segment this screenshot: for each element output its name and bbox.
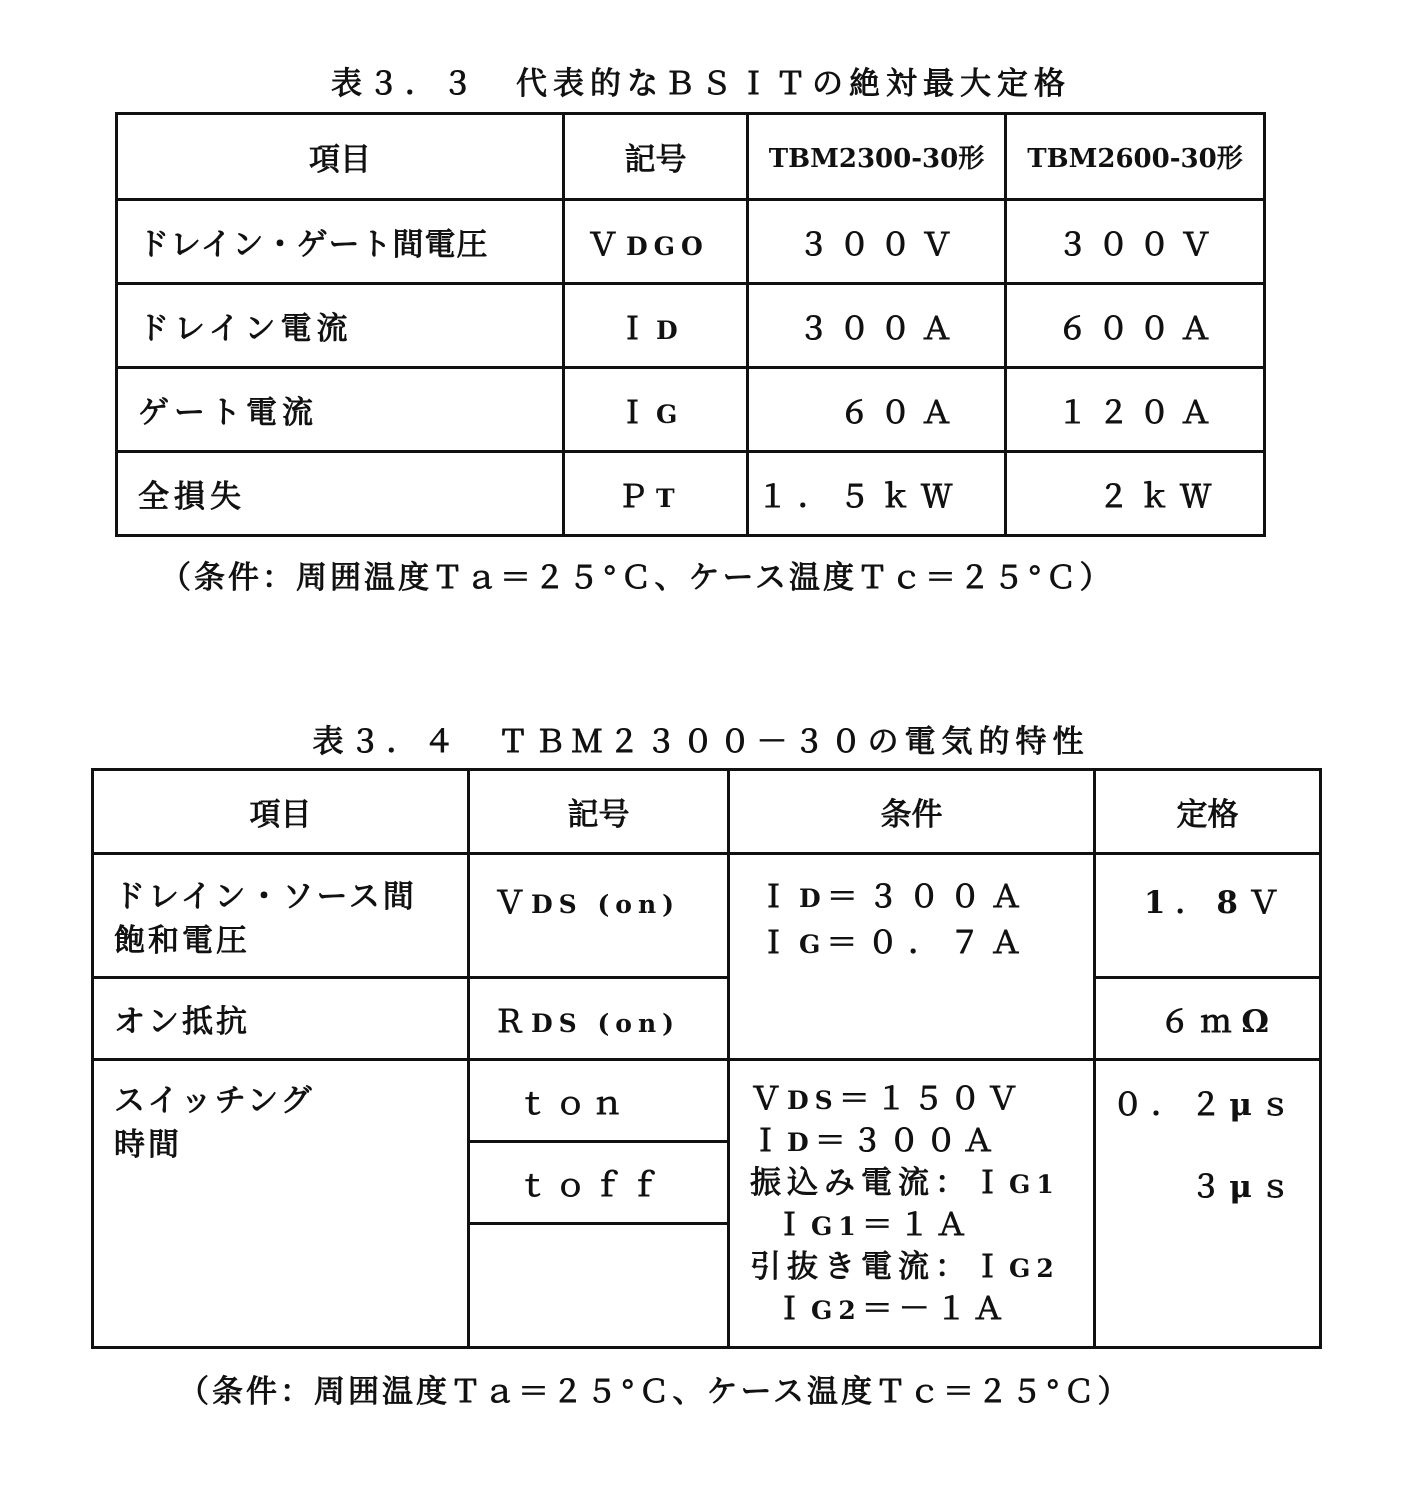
table2-header-row bbox=[93, 770, 1321, 854]
table2-empty-symbol-cell bbox=[469, 1224, 729, 1348]
table2-item-on-resistance: オン抵抗 bbox=[93, 978, 469, 1060]
table2-condition-2: ＶDS＝１５０Ｖ ＩD＝３００Ａ 振込み電流：ＩG1 ＩG1＝１Ａ 引抜き電流：ＩG2 ＩG2＝－１Ａ bbox=[729, 1060, 1095, 1348]
table1-symbol: ＶDGO bbox=[564, 200, 748, 284]
table2-condition-1: ＩD＝３００Ａ ＩG＝０．７Ａ bbox=[729, 854, 1095, 1060]
table1-item: ドレイン電流 bbox=[117, 284, 564, 368]
table1-header-tbm2600: TBM2600-30形 bbox=[1006, 114, 1265, 200]
table2-symbol-toff: ｔｏｆｆ bbox=[469, 1142, 729, 1224]
table2-header-rating: 定格 bbox=[1095, 770, 1321, 854]
table2-header-condition: 条件 bbox=[729, 770, 1095, 854]
table2-item-drain-source: ドレイン・ソース間 飽和電圧 bbox=[93, 854, 469, 978]
table1-symbol: ＰT bbox=[564, 452, 748, 536]
table2 bbox=[91, 768, 1322, 1349]
table1-header-row bbox=[117, 114, 1265, 200]
table2-symbol-ton: ｔｏｎ bbox=[469, 1060, 729, 1142]
table-row bbox=[117, 200, 1265, 284]
table-row bbox=[117, 452, 1265, 536]
table1-value-tbm2600: １２０Ａ bbox=[1006, 368, 1265, 452]
table1-caption: 表３．３ 代表的なＢＳＩＴの絶対最大定格 bbox=[331, 66, 1071, 102]
table1-value-tbm2300: ６０Ａ bbox=[748, 368, 1006, 452]
table1-symbol: ＩG bbox=[564, 368, 748, 452]
table2-header-item: 項目 bbox=[93, 770, 469, 854]
table2-value-rds-on: ６ｍΩ bbox=[1095, 978, 1321, 1060]
table-row bbox=[117, 284, 1265, 368]
table1-value-tbm2600: ３００Ｖ bbox=[1006, 200, 1265, 284]
table-row bbox=[93, 854, 1321, 978]
table-row bbox=[93, 978, 1321, 1060]
table1-symbol: ＩD bbox=[564, 284, 748, 368]
table1-header-tbm2300: TBM2300-30形 bbox=[748, 114, 1006, 200]
table2-value-switching: ０．２μｓ ３μｓ bbox=[1095, 1060, 1321, 1348]
table1-value-tbm2600: ２ｋＷ bbox=[1006, 452, 1265, 536]
table-row bbox=[93, 1060, 1321, 1142]
table1 bbox=[115, 112, 1266, 537]
table1-item: 全損失 bbox=[117, 452, 564, 536]
table1-value-tbm2300: ３００Ｖ bbox=[748, 200, 1006, 284]
table-row bbox=[117, 368, 1265, 452]
table1-value-tbm2300: １．５ｋＷ bbox=[748, 452, 1006, 536]
table1-item: ゲート電流 bbox=[117, 368, 564, 452]
table1-conditions-note: （条件：周囲温度Ｔａ＝２５°Ｃ、ケース温度Ｔｃ＝２５°Ｃ） bbox=[160, 560, 1114, 596]
table1-item: ドレイン・ゲート間電圧 bbox=[117, 200, 564, 284]
table2-header-symbol: 記号 bbox=[469, 770, 729, 854]
table2-caption: 表３．４ ＴＢＭ２３００－３０の電気的特性 bbox=[312, 724, 1090, 760]
table1-value-tbm2600: ６００Ａ bbox=[1006, 284, 1265, 368]
table2-value-vds-on: 1．8Ｖ bbox=[1095, 854, 1321, 978]
table2-item-switching-time: スイッチング 時間 bbox=[93, 1060, 469, 1348]
table2-conditions-note: （条件：周囲温度Ｔａ＝２５°Ｃ、ケース温度Ｔｃ＝２５°Ｃ） bbox=[178, 1374, 1132, 1410]
table1-header-symbol: 記号 bbox=[564, 114, 748, 200]
table2-symbol-rds-on: ＲDS (on) bbox=[469, 978, 729, 1060]
table2-symbol-vds-on: ＶDS (on) bbox=[469, 854, 729, 978]
table1-value-tbm2300: ３００Ａ bbox=[748, 284, 1006, 368]
table1-header-item: 項目 bbox=[117, 114, 564, 200]
